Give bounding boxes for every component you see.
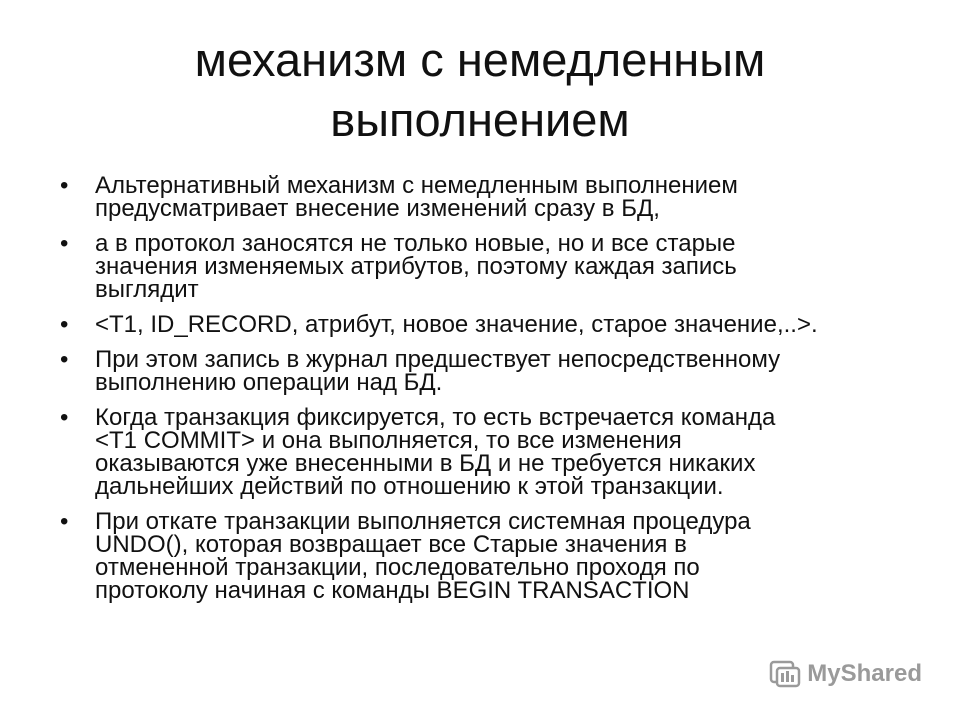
bullet-item bbox=[58, 313, 888, 336]
bullet-text-line: Когда транзакция фиксируется, то есть встречается команда bbox=[95, 404, 776, 431]
bullet-marker: • bbox=[60, 508, 69, 535]
myshared-logo-icon bbox=[769, 659, 801, 689]
bullet-item bbox=[58, 406, 888, 498]
bullet-marker: • bbox=[60, 230, 69, 257]
bullet-item bbox=[58, 174, 888, 220]
bullet-marker: • bbox=[60, 172, 69, 199]
bullet-text-line: Альтернативный механизм с немедленным выполнением bbox=[95, 172, 738, 199]
bullet-text-line: При откате транзакции выполняется системная процедура bbox=[95, 508, 751, 535]
slide-title-line: механизм с немедленным bbox=[194, 33, 766, 86]
bullet-text-line: а в протокол заносятся не только новые, но и все старые bbox=[95, 230, 736, 257]
bullet-text-line: выглядит bbox=[95, 276, 199, 303]
bullet-item bbox=[58, 510, 888, 602]
bullet-text-line: отмененной транзакции, последовательно проходя по bbox=[95, 554, 700, 581]
myshared-watermark[interactable] bbox=[769, 657, 922, 691]
bullet-item bbox=[58, 348, 888, 394]
bullet-list bbox=[58, 174, 888, 614]
bullet-text-line: <T1, ID_RECORD, атрибут, новое значение, старое значение,..>. bbox=[95, 311, 818, 338]
bullet-item bbox=[58, 232, 888, 301]
bullet-text-line: UNDO(), которая возвращает все Старые значения в bbox=[95, 531, 687, 558]
bullet-text-line: значения изменяемых атрибутов, поэтому каждая запись bbox=[95, 253, 737, 280]
watermark-text: MyShared bbox=[807, 660, 922, 687]
bullet-marker: • bbox=[60, 311, 69, 338]
bullet-marker: • bbox=[60, 404, 69, 431]
slide-title bbox=[80, 30, 880, 150]
bullet-text-line: <T1 COMMIT> и она выполняется, то все изменения bbox=[95, 427, 682, 454]
bullet-marker: • bbox=[60, 346, 69, 373]
slide-title-line: выполнением bbox=[330, 93, 630, 146]
bullet-text-line: протоколу начиная с команды BEGIN TRANSACTION bbox=[95, 577, 690, 604]
bullet-text-line: При этом запись в журнал предшествует непосредственному bbox=[95, 346, 781, 373]
bullet-text-line: оказываются уже внесенными в БД и не требуется никаких bbox=[95, 450, 756, 477]
bullet-text-line: выполнению операции над БД. bbox=[95, 369, 443, 396]
bullet-text-line: дальнейших действий по отношению к этой транзакции. bbox=[95, 473, 724, 500]
bullet-text-line: предусматривает внесение изменений сразу в БД, bbox=[95, 195, 660, 222]
